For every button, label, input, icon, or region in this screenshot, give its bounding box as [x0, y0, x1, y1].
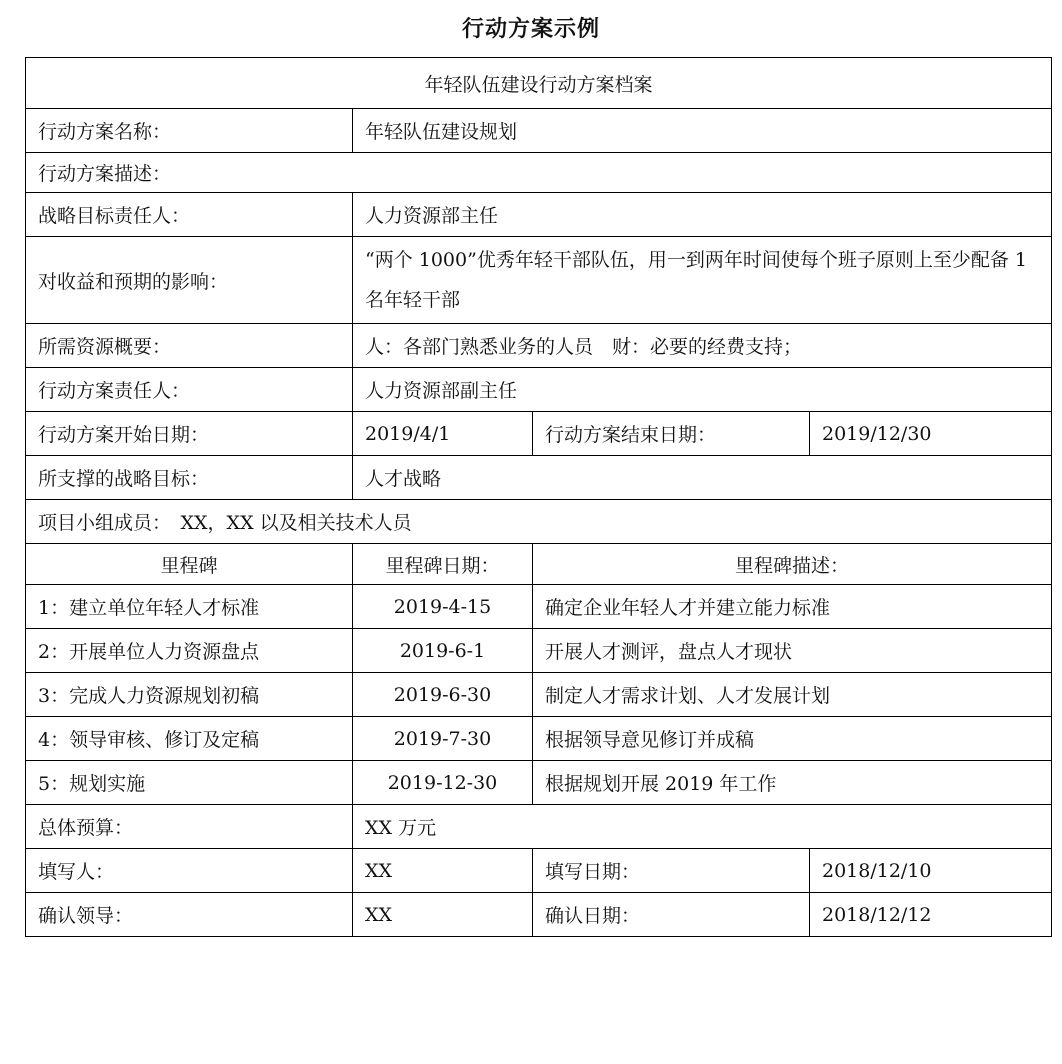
milestone-row [26, 629, 1052, 673]
milestone-row [26, 585, 1052, 629]
impact-value: “两个 1000”优秀年轻干部队伍，用一到两年时间使每个班子原则上至少配备 1 名年轻干部 [353, 237, 1052, 324]
milestone-row [26, 761, 1052, 805]
milestone-date: 2019-4-15 [353, 585, 533, 629]
milestone-name: 2：开展单位人力资源盘点 [26, 629, 353, 673]
milestone-description: 开展人才测评，盘点人才现状 [533, 629, 1052, 673]
end-date-value: 2019/12/30 [810, 412, 1052, 456]
milestone-description: 确定企业年轻人才并建立能力标准 [533, 585, 1052, 629]
milestone-date: 2019-6-30 [353, 673, 533, 717]
goal-owner-value: 人力资源部主任 [353, 193, 1052, 237]
table-title-row [26, 58, 1052, 109]
milestone-date: 2019-6-1 [353, 629, 533, 673]
milestone-header-name: 里程碑 [26, 544, 353, 585]
milestone-name: 3：完成人力资源规划初稿 [26, 673, 353, 717]
plan-description-row [26, 153, 1052, 193]
milestone-header-date: 里程碑日期： [353, 544, 533, 585]
milestone-description: 根据规划开展 2019 年工作 [533, 761, 1052, 805]
table-title: 年轻队伍建设行动方案档案 [26, 58, 1052, 109]
goal-owner-row [26, 193, 1052, 237]
milestone-row [26, 717, 1052, 761]
filler-label: 填写人： [26, 849, 353, 893]
strategic-goal-row [26, 456, 1052, 500]
milestone-header-description: 里程碑描述： [533, 544, 1052, 585]
milestone-row [26, 673, 1052, 717]
impact-row [26, 237, 1052, 324]
impact-label: 对收益和预期的影响： [26, 237, 353, 324]
milestone-description: 制定人才需求计划、人才发展计划 [533, 673, 1052, 717]
action-plan-table [25, 57, 1052, 937]
fill-date-label: 填写日期： [533, 849, 810, 893]
dates-row [26, 412, 1052, 456]
plan-description-label: 行动方案描述： [26, 153, 1052, 193]
plan-owner-value: 人力资源部副主任 [353, 368, 1052, 412]
budget-value: XX 万元 [353, 805, 1052, 849]
budget-row [26, 805, 1052, 849]
budget-label: 总体预算： [26, 805, 353, 849]
team-members-row [26, 500, 1052, 544]
plan-name-row [26, 109, 1052, 153]
plan-owner-row [26, 368, 1052, 412]
goal-owner-label: 战略目标责任人： [26, 193, 353, 237]
plan-name-value: 年轻队伍建设规划 [353, 109, 1052, 153]
filler-value: XX [353, 849, 533, 893]
plan-name-label: 行动方案名称： [26, 109, 353, 153]
milestone-name: 4：领导审核、修订及定稿 [26, 717, 353, 761]
milestone-description: 根据领导意见修订并成稿 [533, 717, 1052, 761]
start-date-value: 2019/4/1 [353, 412, 533, 456]
milestone-name: 1：建立单位年轻人才标准 [26, 585, 353, 629]
strategic-goal-value: 人才战略 [353, 456, 1052, 500]
strategic-goal-label: 所支撑的战略目标： [26, 456, 353, 500]
plan-owner-label: 行动方案责任人： [26, 368, 353, 412]
confirm-row [26, 893, 1052, 937]
confirm-leader-label: 确认领导： [26, 893, 353, 937]
milestone-date: 2019-12-30 [353, 761, 533, 805]
document-title: 行动方案示例 [461, 16, 600, 42]
resources-label: 所需资源概要： [26, 324, 353, 368]
start-date-label: 行动方案开始日期： [26, 412, 353, 456]
confirm-leader-value: XX [353, 893, 533, 937]
milestone-name: 5：规划实施 [26, 761, 353, 805]
filler-row [26, 849, 1052, 893]
resources-value: 人：各部门熟悉业务的人员 财：必要的经费支持； [353, 324, 1052, 368]
end-date-label: 行动方案结束日期： [533, 412, 810, 456]
milestone-date: 2019-7-30 [353, 717, 533, 761]
fill-date-value: 2018/12/10 [810, 849, 1052, 893]
confirm-date-label: 确认日期： [533, 893, 810, 937]
confirm-date-value: 2018/12/12 [810, 893, 1052, 937]
resources-row [26, 324, 1052, 368]
milestone-header-row [26, 544, 1052, 585]
team-members-text: 项目小组成员： XX，XX 以及相关技术人员 [26, 500, 1052, 544]
